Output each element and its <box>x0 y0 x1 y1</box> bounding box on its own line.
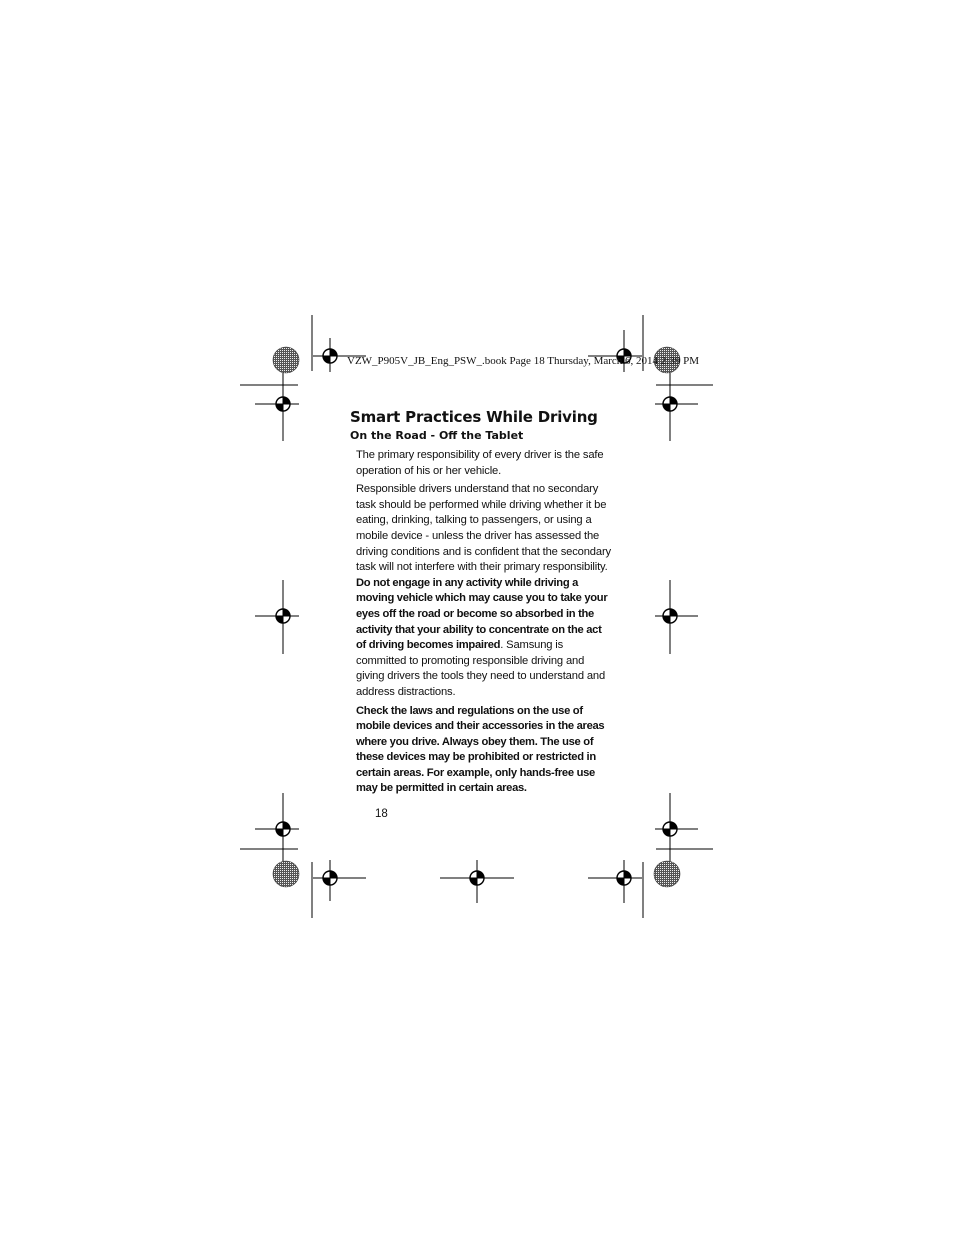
paragraph-2 <box>356 482 614 700</box>
paragraph-2-tail: . Samsung is committed to promoting responsible driving and giving drivers the tools they need to understand and address distractions. <box>356 639 606 698</box>
paragraph-1: The primary responsibility of every driver is the safe operation of his or her vehicle. <box>356 449 604 477</box>
paragraph-3-bold-notice: Check the laws and regulations on the use of mobile devices and their accessories in the areas where you drive. Always obey them. The use of these devices may be prohibited or restricted in certain areas. For example, only hands-free use may be permitted in certain areas. <box>356 704 605 795</box>
paragraph-2-bold-warning: Do not engage in any activity while driving a moving vehicle which may cause you to take your eyes off the road or become so absorbed in the activity that your ability to concentrate on the act of driving becomes impaired <box>356 576 608 652</box>
page-number: 18 <box>375 808 388 820</box>
section-subtitle: On the Road - Off the Tablet <box>350 429 524 442</box>
body-text <box>356 448 614 797</box>
paragraph-3 <box>356 704 614 798</box>
page-content <box>350 408 620 800</box>
section-title: Smart Practices While Driving <box>350 408 598 426</box>
print-slug-header: VZW_P905V_JB_Eng_PSW_.book Page 18 Thursday, March 6, 2014 2:39 PM <box>347 355 699 367</box>
paragraph-2-text: Responsible drivers understand that no secondary task should be performed while driving whether it be eating, drinking, talking to passengers, or using a mobile device - unless the driver has assessed the driving conditions and is confident that the secondary task will not interfere with their primary responsibility. <box>356 483 611 574</box>
